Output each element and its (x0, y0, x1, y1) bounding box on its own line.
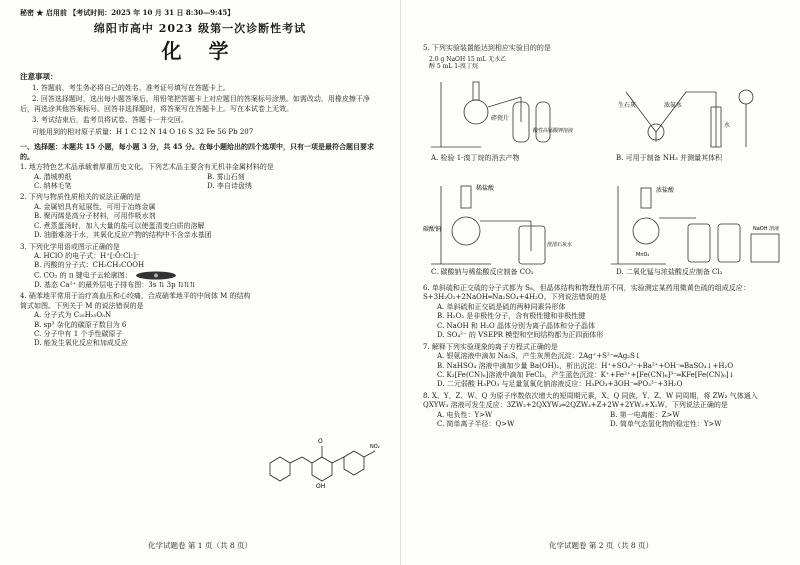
option: B. H₂O₂ 是非极性分子，含有极性键和非极性键 (437, 312, 586, 321)
option: D. 李自诗盘绣 (207, 181, 252, 190)
fig-d-aux-label: NaOH 溶液 (753, 226, 780, 232)
notes-title: 注意事项： (20, 72, 58, 81)
page-2 (400, 0, 800, 565)
fig-c-aux-label: 稀盐酸 (476, 185, 495, 192)
apparatus-b (616, 62, 786, 152)
question-stem: 8. X、Y、Z、W、Q 为原子序数依次增大的短周期元素，X、Q 同族，Y、Z、W 同周期，将 ZW₂ 气体通入 QXYW₃ 溶液可发生反应：3ZW₂+2QXYW₃═2QZW₃+Z+2W+2YW₂+X₂W。下列说法正确的是 (423, 391, 758, 410)
question-7 (423, 343, 783, 390)
question-stem: 1. 地方特色艺术品承载着厚重历史文化。下列艺术品主要含有无机非金属材料的是 (20, 163, 274, 172)
fig-d-aux-label: MnO₂ (636, 252, 650, 258)
option: A. 分子式为 C₂₅H₂₅O₅N (34, 311, 112, 320)
option: A. 单斜硫和正交硫是硫的两种同素异形体 (437, 302, 566, 311)
note-item: 3. 考试结束后，监考员将试卷、答题卡一并交回。 (32, 116, 188, 125)
question-stem: 7. 解释下列实验现象的离子方程式正确的是 (423, 342, 558, 351)
option: D. 二元弱酸 H₃PO₃ 与足量氢氧化钠溶液反应：H₃PO₃+3OH⁻═PO₃³⁻+3H₂O (437, 380, 683, 389)
question-3 (20, 243, 380, 291)
apparatus-c (421, 176, 601, 268)
questions-6-8 (423, 284, 783, 432)
fig-a-aux-label: 酸性高锰酸钾溶液 (533, 128, 574, 134)
option: C. NaOH 和 H₂O 晶体分别为离子晶体和分子晶体 (437, 321, 596, 330)
option: B. 第一电离能：Z>W (610, 410, 680, 419)
option: C. K₃[Fe(CN)₆]溶液中滴加 FeCl₂，产生蓝色沉淀：K⁺+Fe²⁺+[Fe(CN)₆]³⁻═KFe[Fe(CN)₆]↓ (437, 370, 735, 379)
option: B. sp³ 杂化的碳原子数目为 6 (34, 320, 127, 329)
option: C. 简单离子半径：Q>W (437, 420, 515, 429)
fig-a-aux-label: 碎瓷片 (491, 115, 510, 122)
question-8 (423, 392, 783, 430)
option: D. 能发生氧化反应和加成反应 (34, 339, 128, 348)
apparatus-a (421, 62, 601, 152)
fig-b-aux-label: 水 (724, 122, 731, 129)
fig-c-aux-label: 澄清石灰水 (547, 242, 573, 248)
svg-text:NO₂: NO₂ (370, 444, 380, 450)
fig-b-aux-label: 浓氨水 (664, 102, 683, 109)
question-stem: 6. 单斜硫和正交硫的分子式都为 S₈，但晶体结构和物理性质不同，实验测定某药用微黄色硫的组成反应：S+3H₂O₂+2NaOH═Na₂SO₄+4H₂O。下列说法错误的是 (423, 284, 750, 302)
question-6 (423, 284, 783, 341)
option: B. 聚丙烯是高分子材料，可用作吸水剂 (34, 212, 156, 221)
pi-bond-cloud-icon (134, 271, 178, 280)
option: D. SO₄²⁻ 的 VSEPR 模型和空间结构都为正四面体形 (437, 331, 604, 340)
section-heading: 一、选择题：本题共 15 小题，每小题 3 分，共 45 分。在每小题给出的四个选项中，只有一项是最符合题目要求的。 (20, 142, 374, 161)
question-stem: 2. 下列与物质性质相关的说法正确的是 (20, 193, 141, 202)
fig-d-aux-label: 浓盐酸 (656, 187, 675, 194)
exam-subject-title: 化 学 (161, 39, 239, 63)
svg-text:O: O (318, 438, 323, 445)
question-stem: 3. 下列化学用语或图示正确的是 (20, 242, 120, 251)
option: B. NaHSO₄ 溶液中滴加少量 Ba(OH)₂，析出沉淀：H⁺+SO₄²⁻+Ba²⁺+OH⁻═BaSO₄↓+H₂O (437, 361, 734, 370)
note-item: 1. 答题前，考生务必将自己的姓名、准考证号填写在答题卡上。 (32, 84, 230, 92)
fig-a-reagents: 2.0 g NaOH 15 mL 无水乙醇 5 mL 1-溴丁烷 (429, 56, 507, 71)
fig-b-aux-label: 生石灰 (618, 102, 637, 109)
fig-c-aux-label: 碳酸钠 (423, 226, 442, 233)
fig-c-caption: C. 碳酸钠与稀盐酸反应制备 CO₂ (431, 268, 534, 276)
apparatus-d (606, 176, 791, 268)
option: B. 丙酸的分子式：CH₃CH₂COOH (34, 261, 145, 270)
option: C. 纳林毛笔 (34, 181, 72, 190)
exam-secret-line: 秘密 ★ 启用前 【考试时间：2025 年 10 月 31 日 8:30—9:45】 (20, 8, 235, 17)
option: B. 雾山石刻 (207, 172, 245, 181)
option: D. 油脂难溶于水，其氧化反应产物的结构中不含亲水基团 (34, 231, 212, 240)
option: D. 简单气态氢化物的稳定性：Y>W (610, 420, 722, 429)
option: D. 基态 Ca²⁺ 的最外层电子排布图：3s ⇅ 3p ⇅⇅⇅ (34, 280, 196, 289)
question-stem: 4. 硝苯地平常用于治疗高血压和心绞痛，合成硝苯地平的中间体 M 的结构简式如图。下列关于 M 的说法错误的是 (20, 292, 251, 310)
option: A. 潜城剪纸 (34, 172, 72, 181)
option: A. 电负性：Y>W (437, 410, 493, 419)
page-1-footer: 化学试题卷 第 1 页（共 8 页） (148, 540, 252, 550)
fig-a-caption: A. 检验 1-溴丁烷的消去产物 (431, 154, 520, 162)
option: A. 银氨溶液中滴加 Na₂S，产生灰黑色沉淀：2Ag⁺+S²⁻═Ag₂S↓ (437, 352, 641, 361)
note-item: 2. 回答选择题时，选出每小题答案后，用铅笔把答题卡上对应题目的答案标号涂黑。如需改动，用橡皮擦干净后，再选涂其他答案标号。回答非选择题时，将答案写在答题卡上。写在本试卷上无效。 (20, 95, 370, 113)
option: A. 金属铝具有延展性，可用于冶炼金属 (34, 202, 156, 211)
exam-school-title: 绵阳市高中 2023 级第一次诊断性考试 (93, 22, 307, 35)
page-2-footer: 化学试题卷 第 2 页（共 8 页） (549, 540, 653, 550)
fig-b-caption: B. 可用于制备 NH₃ 并测量其体积 (616, 154, 723, 162)
note-item: 可能用到的相对原子质量：H 1 C 12 N 14 O 16 S 32 Fe 56 Pb 207 (32, 127, 254, 136)
question-2 (20, 193, 380, 240)
option: C. 煮蒸蛋汤时，加入大量的盐可以使蛋清变白质的溶解 (34, 221, 205, 230)
fig-d-caption: D. 二氧化锰与浓盐酸反应制备 Cl₂ (616, 268, 723, 276)
svg-text:OH: OH (316, 483, 326, 490)
option: C. CO₂ 的 π 键电子云轮廓图： (34, 271, 380, 281)
question-1 (20, 163, 380, 191)
option: C. 分子中有 1 个手性碳原子 (34, 330, 123, 338)
notes-block (20, 84, 380, 351)
question-5-stem: 5. 下列实验装置能达到相应实验目的的是 (423, 44, 551, 52)
option: A. HClO 的电子式：H⁺[:Ö:Cl:]⁻ (34, 252, 140, 260)
molecule-m-structure (250, 418, 390, 493)
question-4 (20, 292, 255, 349)
